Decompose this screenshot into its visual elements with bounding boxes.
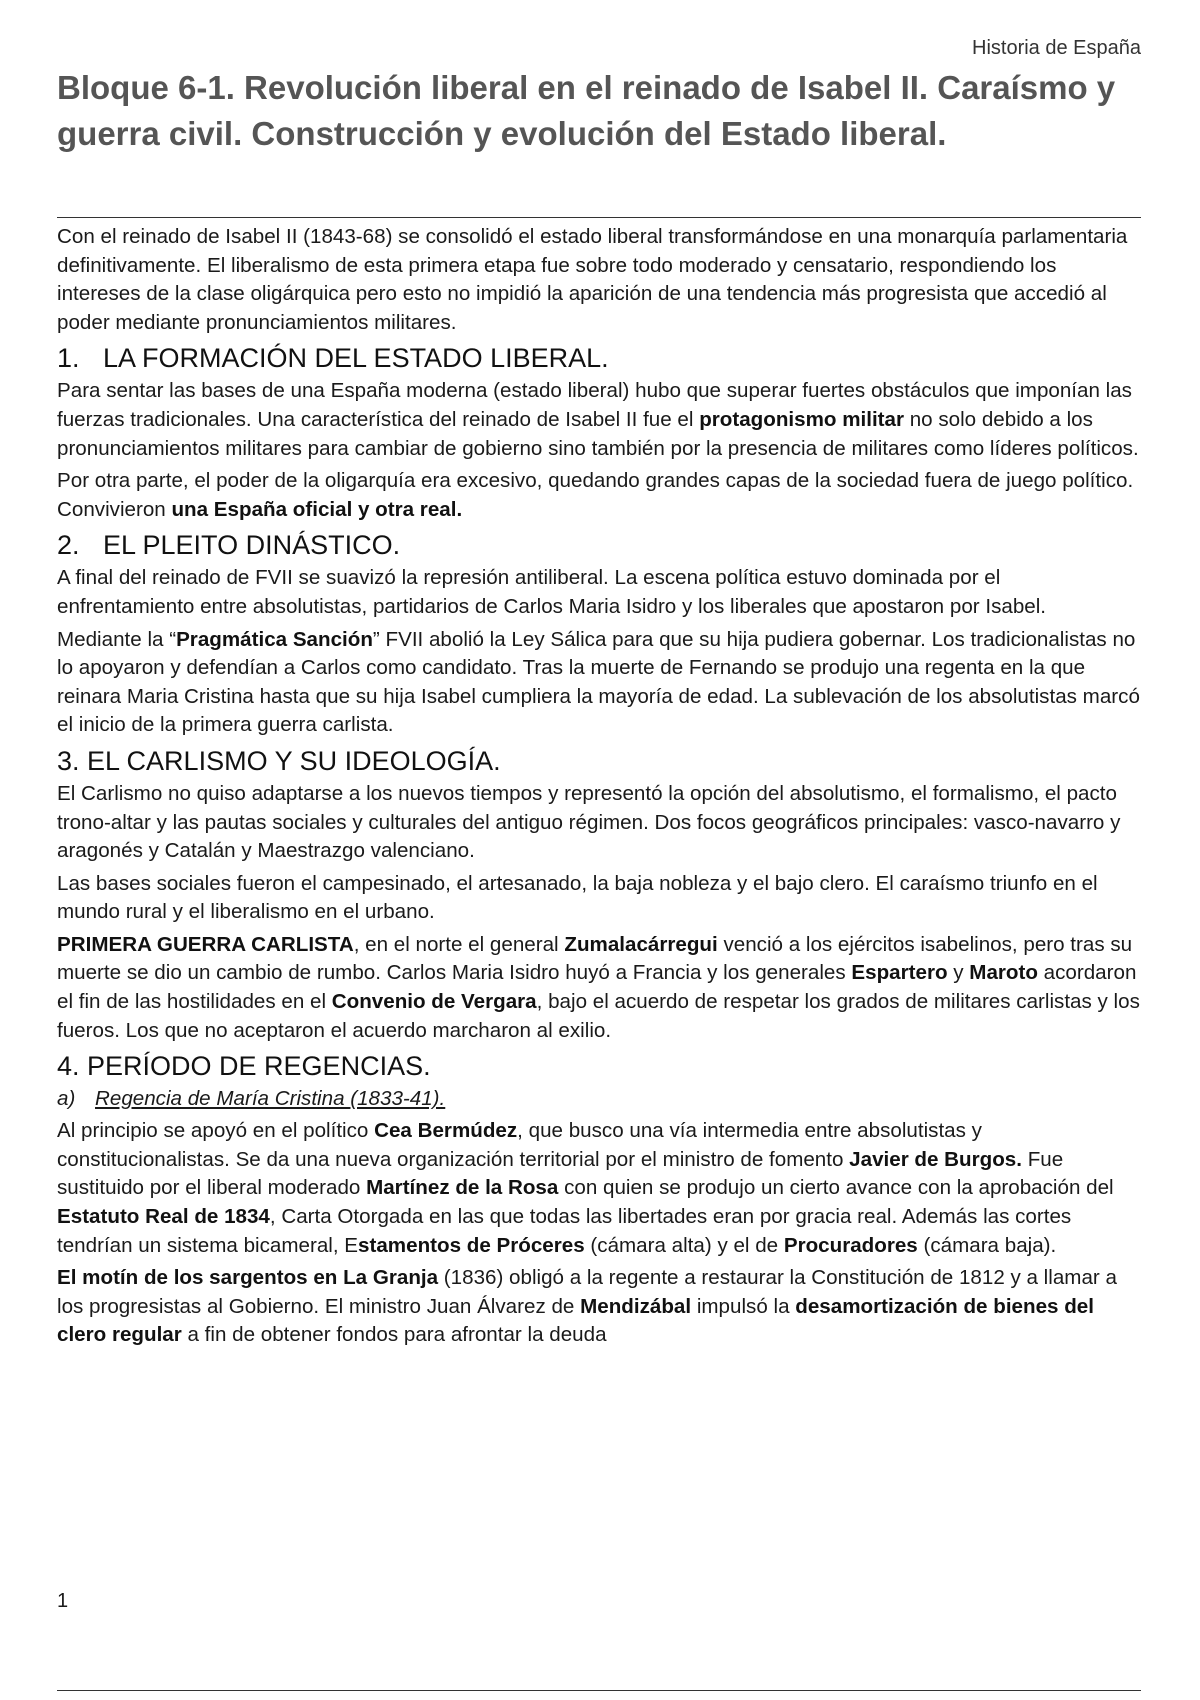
running-header: Historia de España — [972, 37, 1141, 59]
document-title: Bloque 6-1. Revolución liberal en el reinado de Isabel II. Caraísmo y guerra civil. Construcción y evolución del Estado liberal. — [57, 69, 1116, 152]
section-3-paragraph-1: El Carlismo no quiso adaptarse a los nuevos tiempos y representó la opción del absolutismo, el formalismo, el pacto trono-altar y las pautas sociales y culturales del antiguo régimen. Dos focos geográficos principales: vasco-navarro y aragonés y Catalán y Maestrazgo valenciano. — [57, 781, 1121, 863]
footer-divider — [57, 1690, 1141, 1691]
section-2-number: 2. — [57, 530, 80, 561]
intro-paragraph: Con el reinado de Isabel II (1843-68) se consolidó el estado liberal transformándose en una monarquía parlamentaria definitivamente. El liberalismo de esta primera etapa fue sobre todo moderado y censatario, respondiendo los intereses de la clase oligárquica pero esto no impidió la aparición de una tendencia más progresista que accedió al poder mediante pronunciamientos militares. — [57, 225, 1128, 334]
document-body — [57, 223, 1141, 1354]
section-2-paragraph-1: A final del reinado de FVII se suavizó la represión antiliberal. La escena política estuvo dominada por el enfrentamiento entre absolutistas, partidarios de Carlos Maria Isidro y los liberales que apostaron por Isabel. — [57, 566, 1047, 618]
page-number: 1 — [57, 1590, 69, 1612]
subsection-a-title: Regencia de María Cristina (1833-41). — [95, 1087, 446, 1111]
section-3-paragraph-2: Las bases sociales fueron el campesinado, el artesanado, la baja nobleza y el bajo clero. El caraísmo triunfo en el mundo rural y el liberalismo en el urbano. — [57, 871, 1098, 924]
subsection-a-heading — [57, 1085, 1141, 1113]
section-2-heading — [57, 528, 1141, 562]
section-2-paragraph-2: Mediante la “Pragmática Sanción” FVII abolió la Ley Sálica para que su hija pudiera gobernar. Los tradicionalistas no lo apoyaron y defendían a Carlos como candidato. Tras la muerte de Fernando se produjo una regenta en la que reinara Maria Cristina hasta que su hija Isabel cumpliera la mayoría de edad. La sublevación de los absolutistas marcó el inicio de la primera guerra carlista. — [57, 627, 1140, 737]
section-2-title: EL PLEITO DINÁSTICO. — [103, 530, 401, 561]
section-1-paragraph-2: Por otra parte, el poder de la oligarquía era excesivo, quedando grandes capas de la sociedad fuera de juego político. Convivieron una España oficial y otra real. — [57, 469, 1134, 521]
section-4-paragraph-1: Al principio se apoyó en el político Cea Bermúdez, que busco una vía intermedia entre absolutistas y constitucionalistas. Se da una nueva organización territorial por el ministro de fomento Javier de Burgos. Fue sustituido por el liberal moderado Martínez de la Rosa con quien se produjo un cierto avance con la aprobación del Estatuto Real de 1834, Carta Otorgada en las que todas las libertades eran por gracia real. Además las cortes tendrían un sistema bicameral, Estamentos de Próceres (cámara alta) y el de Procuradores (cámara baja). — [57, 1119, 1114, 1257]
section-1-number: 1. — [57, 343, 80, 374]
section-4-paragraph-2: El motín de los sargentos en La Granja (1836) obligó a la regente a restaurar la Constitución de 1812 y a llamar a los progresistas al Gobierno. El ministro Juan Álvarez de Mendizábal impulsó la desamortización de bienes del clero regular a fin de obtener fondos para afrontar la deuda — [57, 1266, 1117, 1347]
section-3-heading: 3. EL CARLISMO Y SU IDEOLOGÍA. — [57, 745, 501, 776]
title-divider — [57, 217, 1141, 218]
subsection-a-number: a) — [57, 1087, 76, 1111]
section-1-heading — [57, 341, 1141, 375]
section-4-heading: 4. PERÍODO DE REGENCIAS. — [57, 1051, 431, 1082]
section-1-paragraph-1: Para sentar las bases de una España moderna (estado liberal) hubo que superar fuertes obstáculos que imponían las fuerzas tradicionales. Una característica del reinado de Isabel II fue el protagonismo militar no solo debido a los pronunciamientos militares para cambiar de gobierno sino también por la presencia de militares como líderes políticos. — [57, 379, 1139, 460]
section-3-paragraph-3: PRIMERA GUERRA CARLISTA, en el norte el general Zumalacárregui venció a los ejércitos isabelinos, pero tras su muerte se dio un cambio de rumbo. Carlos Maria Isidro huyó a Francia y los generales Espartero y Maroto acordaron el fin de las hostilidades en el Convenio de Vergara, bajo el acuerdo de respetar los grados de militares carlistas y los fueros. Los que no aceptaron el acuerdo marcharon al exilio. — [57, 932, 1140, 1042]
section-1-title: LA FORMACIÓN DEL ESTADO LIBERAL. — [103, 343, 609, 374]
